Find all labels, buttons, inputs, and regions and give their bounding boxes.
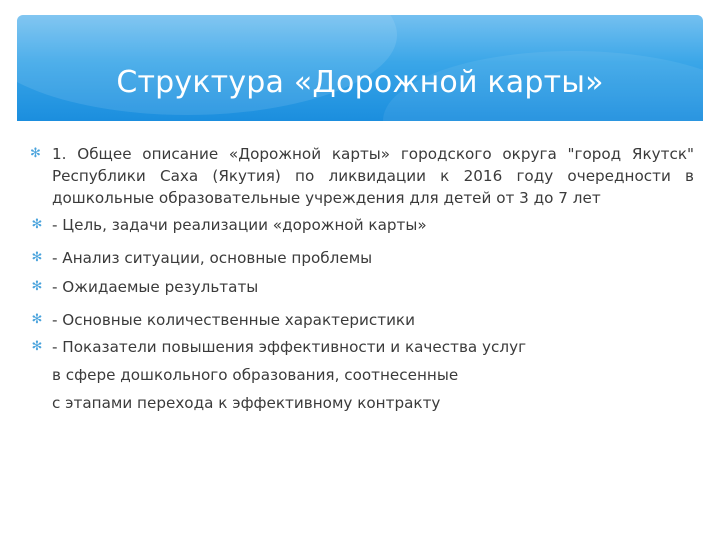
list-item xyxy=(30,214,694,236)
list-item xyxy=(30,276,694,298)
list-item xyxy=(30,143,694,209)
asterisk-bullet-icon: ✻ xyxy=(31,217,43,232)
asterisk-bullet-icon: ✻ xyxy=(31,279,43,294)
list-item-continuation: с этапами перехода к эффективному контракту xyxy=(52,394,441,412)
bullet-list xyxy=(30,143,694,414)
list-item-continuation: в сфере дошкольного образования, соотнесенные xyxy=(52,366,459,384)
title-banner xyxy=(17,15,703,121)
list-item xyxy=(30,336,694,414)
list-item-text: - Цель, задачи реализации «дорожной карты» xyxy=(52,216,427,234)
slide-title: Структура «Дорожной карты» xyxy=(116,65,604,100)
asterisk-bullet-icon: ✻ xyxy=(30,146,41,161)
list-item xyxy=(30,309,694,331)
list-item-text: - Ожидаемые результаты xyxy=(52,278,259,296)
list-item-text: - Основные количественные характеристики xyxy=(52,311,415,329)
asterisk-bullet-icon: ✻ xyxy=(31,312,43,327)
list-item xyxy=(30,247,694,269)
list-item-text: - Показатели повышения эффективности и качества услуг xyxy=(52,338,527,356)
list-item-text: 1. Общее описание «Дорожной карты» городского округа "город Якутск" Республики Саха (Якутия) по ликвидации к 2016 году очередности в дошкольные образовательные учреждения для детей от 3 до 7 лет xyxy=(52,145,694,207)
asterisk-bullet-icon: ✻ xyxy=(31,250,43,265)
list-item-text: - Анализ ситуации, основные проблемы xyxy=(52,249,373,267)
asterisk-bullet-icon: ✻ xyxy=(31,339,43,354)
